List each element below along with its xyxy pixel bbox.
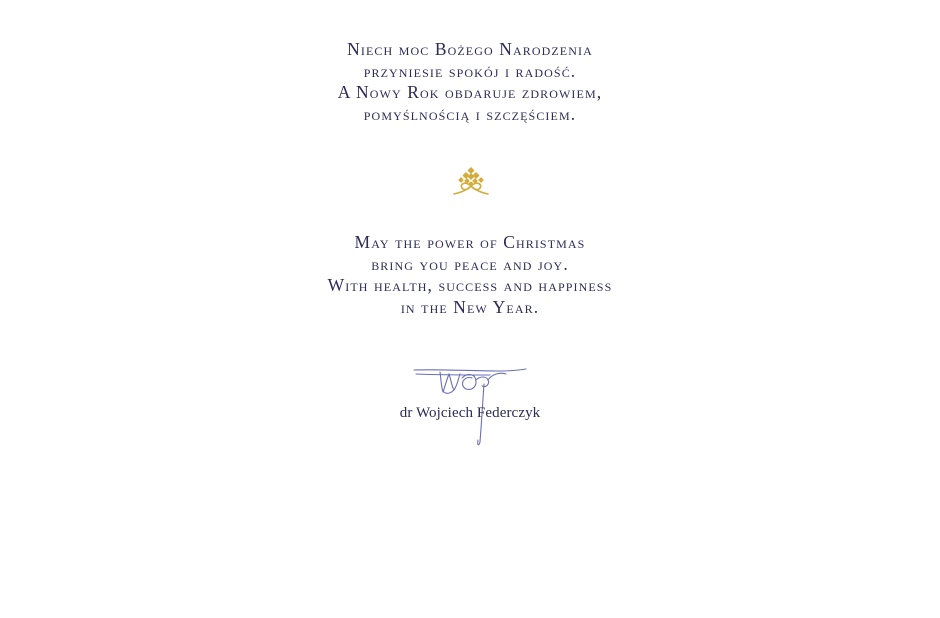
polish-greeting-line: pomyślnością i szczęściem. [363, 103, 577, 124]
gold-snowflake-bow-ornament-icon [451, 167, 491, 197]
polish-greeting [0, 39, 940, 125]
english-greeting-line: May the power of Christmas [354, 232, 586, 252]
english-greeting-line: With health, success and happiness [327, 275, 613, 295]
polish-greeting-line: Niech moc Bożego Narodzenia [347, 39, 593, 59]
english-greeting-line: bring you peace and joy. [371, 253, 569, 274]
polish-greeting-line: A Nowy Rok obdaruje zdrowiem, [337, 82, 603, 102]
polish-greeting-line: przyniesie spokój i radość. [363, 60, 577, 81]
english-greeting-line: in the New Year. [400, 296, 540, 317]
english-greeting [0, 232, 940, 318]
signer-name: dr Wojciech Federczyk [399, 405, 541, 421]
